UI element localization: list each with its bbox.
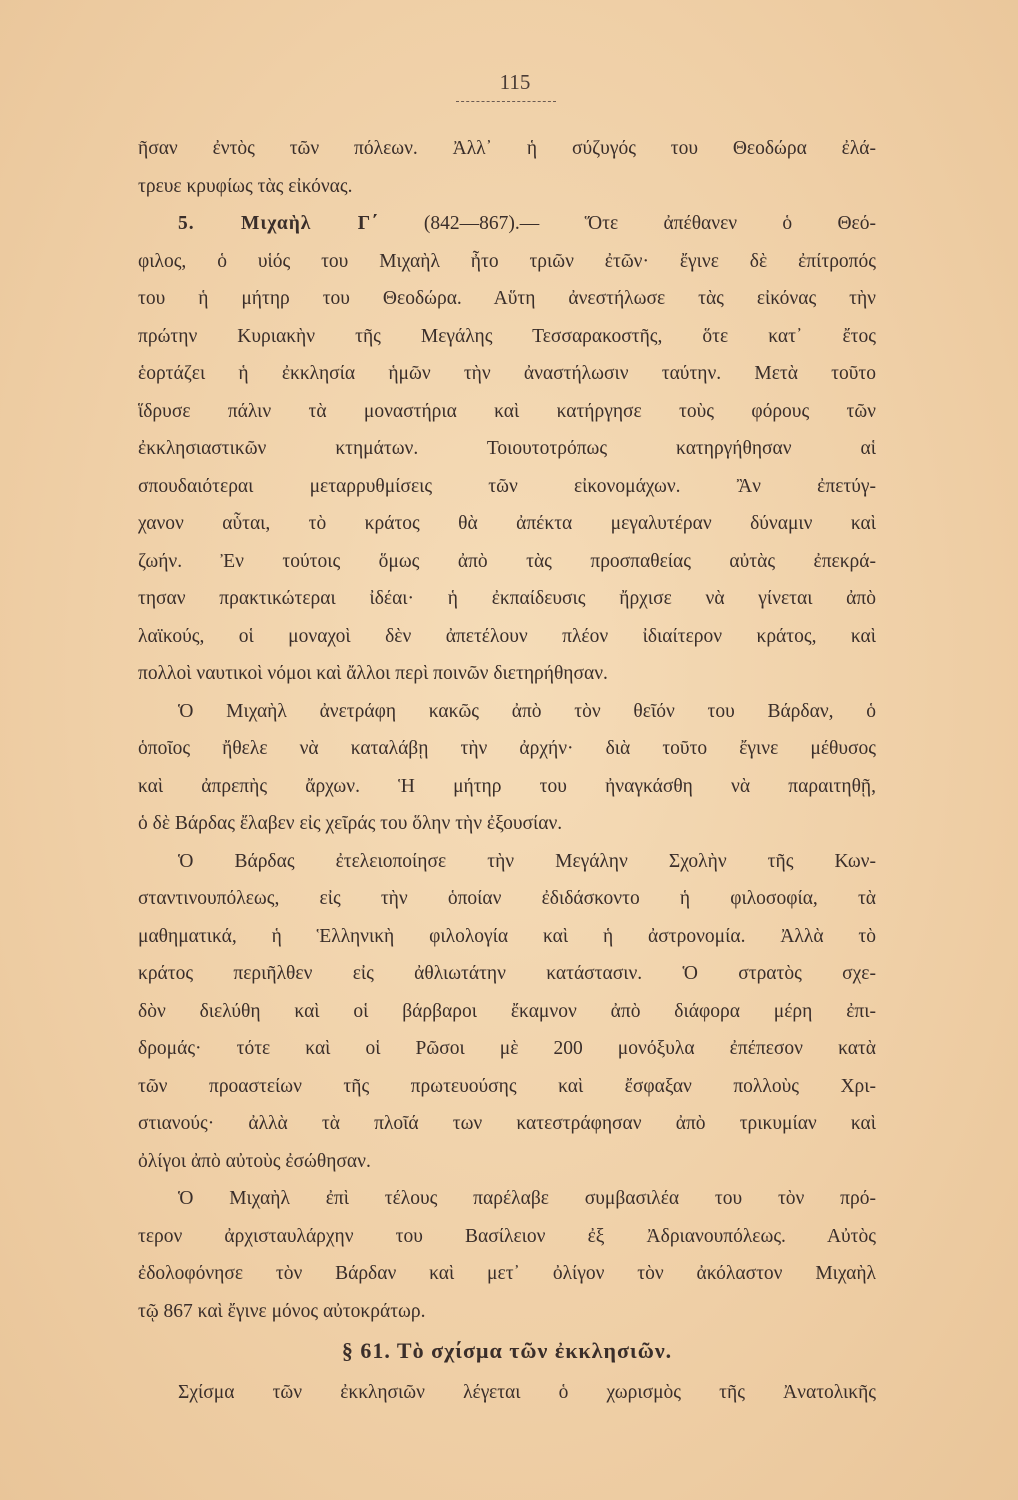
section-first-line — [138, 205, 876, 243]
text-line: χανον αὗται, τὸ κράτος θὰ ἀπέκτα μεγαλυτέραν δύναμιν καὶ — [138, 513, 876, 534]
text-line: ὁ δὲ Βάρδας ἔλαβεν εἰς χεῖράς του ὅλην τὴν ἐξουσίαν. — [138, 813, 563, 834]
text-line: πολλοὶ ναυτικοὶ νόμοι καὶ ἄλλοι περὶ ποινῶν διετηρήθησαν. — [138, 663, 608, 684]
text-line: τησαν πρακτικώτεραι ἰδέαι· ἡ ἐκπαίδευσις ἤρχισε νὰ γίνεται ἀπὸ — [138, 588, 876, 609]
text-line: ὁποῖος ἤθελε νὰ καταλάβῃ τὴν ἀρχήν· διὰ τοῦτο ἔγινε μέθυσος — [138, 738, 876, 759]
text-line: ζωήν. Ἐν τούτοις ὅμως ἀπὸ τὰς προσπαθείας αὐτὰς ἐπεκρά- — [138, 550, 876, 572]
text-line: ῆσαν ἐντὸς τῶν πόλεων. Ἀλλ᾽ ἡ σύζυγός του Θεοδώρα ἐλά- — [138, 138, 876, 159]
text-line: ἐκκλησιαστικῶν κτημάτων. Τοιουτοτρόπως κατηργήθησαν αἱ — [138, 438, 876, 459]
text-line: τερον ἀρχισταυλάρχην του Βασίλειον ἐξ Ἀδριανουπόλεως. Αὐτὸς — [138, 1225, 876, 1247]
text-line: λαϊκούς, οἱ μοναχοὶ δὲν ἀπετέλουν πλέον ἰδιαίτερον κράτος, καὶ — [138, 625, 876, 647]
text-line: δρομάς· τότε καὶ οἱ Ρῶσοι μὲ 200 μονόξυλα ἐπέπεσον κατὰ — [138, 1038, 876, 1059]
text-line: φιλος, ὁ υἱός του Μιχαὴλ ἦτο τριῶν ἐτῶν· ἔγινε δὲ ἐπίτροπός — [138, 250, 876, 272]
text-line: ὀλίγοι ἀπὸ αὐτοὺς ἐσώθησαν. — [138, 1150, 371, 1172]
text-line: μαθηματικά, ἡ Ἑλληνικὴ φιλολογία καὶ ἡ ἀστρονομία. Ἀλλὰ τὸ — [138, 925, 876, 947]
text-line: Ὁ Βάρδας ἐτελειοποίησε τὴν Μεγάλην Σχολὴν τῆς Κων- — [178, 850, 876, 872]
page-body — [138, 130, 876, 1412]
text-line: τρευε κρυφίως τὰς εἰκόνας. — [138, 175, 353, 197]
page-number-rule — [456, 101, 556, 102]
section-heading: § 61. Τὸ σχίσμα τῶν ἐκκλησιῶν. — [341, 1338, 673, 1363]
text-line: σταντινουπόλεως, εἰς τὴν ὁποίαν ἐδιδάσκοντο ἡ φιλοσοφία, τὰ — [138, 888, 876, 909]
text-line: Ὁ Μιχαὴλ ἐπὶ τέλους παρέλαβε συμβασιλέα του τὸν πρό- — [178, 1188, 876, 1209]
text-line: Ὁ Μιχαὴλ ἀνετράφη κακῶς ἀπὸ τὸν θεῖόν του Βάρδαν, ὁ — [178, 700, 876, 722]
text-line: ἑορτάζει ἡ ἐκκλησία ἡμῶν τὴν ἀναστήλωσιν ταύτην. Μετὰ τοῦτο — [138, 363, 876, 384]
section-first-line-text: (842—867).— Ὅτε ἀπέθανεν ὁ Θεό- — [423, 213, 876, 234]
text-line: τῷ 867 καὶ ἔγινε μόνος αὐτοκράτωρ. — [138, 1300, 426, 1322]
text-line: Σχίσμα τῶν ἐκκλησιῶν λέγεται ὁ χωρισμὸς τῆς Ἀνατολικῆς — [178, 1382, 876, 1403]
text-line: ἐδολοφόνησε τὸν Βάρδαν καὶ μετ᾽ ὀλίγον τὸν ἀκόλαστον Μιχαὴλ — [138, 1263, 876, 1284]
text-line: πρώτην Κυριακὴν τῆς Μεγάλης Τεσσαρακοστῆς, ὅτε κατ᾽ ἔτος — [138, 325, 876, 347]
text-line: στιανούς· ἀλλὰ τὰ πλοῖά των κατεστράφησαν ἀπὸ τρικυμίαν καὶ — [138, 1113, 876, 1134]
text-line: του ἡ μήτηρ του Θεοδώρα. Αὕτη ἀνεστήλωσε τὰς εἰκόνας τὴν — [138, 288, 876, 309]
text-line: σπουδαιότεραι μεταρρυθμίσεις τῶν εἰκονομάχων. Ἂν ἐπετύγ- — [138, 475, 876, 497]
text-line: δὸν διελύθη καὶ οἱ βάρβαροι ἔκαμνον ἀπὸ διάφορα μέρη ἐπι- — [138, 1000, 876, 1022]
text-line: κράτος περιῆλθεν εἰς ἀθλιωτάτην κατάστασιν. Ὁ στρατὸς σχε- — [138, 963, 876, 984]
page-number: 115 — [499, 70, 531, 94]
text-line: ἵδρυσε πάλιν τὰ μοναστήρια καὶ κατήργησε τοὺς φόρους τῶν — [138, 400, 876, 422]
section-label: 5. Μιχαὴλ Γ΄ — [178, 213, 379, 234]
text-line: καὶ ἀπρεπὴς ἄρχων. Ἡ μήτηρ του ἠναγκάσθη νὰ παραιτηθῇ, — [138, 775, 876, 797]
text-line: τῶν προαστείων τῆς πρωτευούσης καὶ ἔσφαξαν πολλοὺς Χρι- — [138, 1075, 876, 1097]
